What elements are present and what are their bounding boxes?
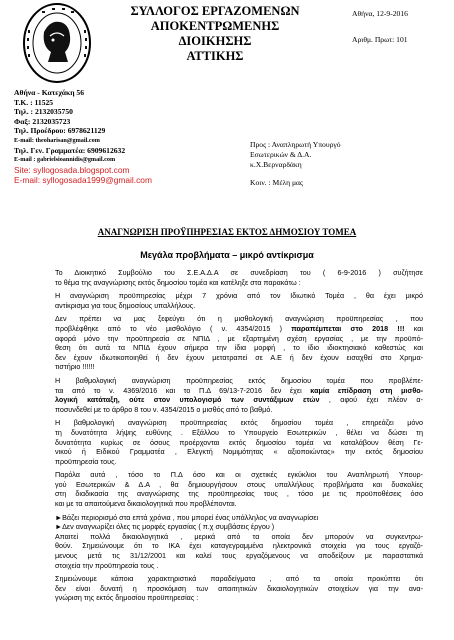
body-line: δυνατότητα κυρίως σε όσους προέρχονται εκτός δημοσίου τομέα να καταλάβουν θέση Γε-	[55, 437, 423, 447]
body-line: δεν έχουν ιδιωτικοποιηθεί ή δεν έχουν μετατραπεί σε Α.Ε ή δεν έχουν εισαχθεί στο Χρημα-	[55, 352, 423, 362]
website-link[interactable]: syllogosada.blogspot.com	[33, 164, 130, 175]
secretary-email-line: E-mail : gabrielsioannidis@gmail.com	[14, 156, 116, 164]
body-line: Παρόλα αυτά , τόσο το Π.Δ όσο και οι σχετικές εγκύκλιοι του Αναπληρωτή Υπουρ-	[55, 470, 423, 480]
body-line: λογική κατάταξη, ούτε στον υπολογισμό των συντάξιμων ετών , αφού έχει πλέον α-	[55, 395, 423, 405]
body-line: στοιχεία την προϋπηρεσία τους .	[55, 560, 159, 570]
email-label: E-mail:	[14, 174, 43, 185]
body-line: Η αναγνώριση προϋπηρεσίας μέχρι 7 χρόνια από τον Ιδιωτικό Τομέα , θα έχει μικρό	[55, 291, 423, 301]
body-line: αντίκρισμα για τους δημοσίους υπαλλήλους.	[55, 300, 196, 310]
postal-code-line: Τ.Κ. : 11525	[14, 97, 54, 107]
body-line: ►Βάζει περιορισμό στα επτά χρόνια , που μπορεί ένας υπάλληλος να αναγνωρίσει	[55, 512, 319, 522]
body-line: Σημειώνουμε κάποια χαρακτηριστικά παραδείγματα , από τα οποία προκύπτει ότι	[55, 574, 423, 584]
recipient-line: κ.Χ.Βερναρδάκη	[250, 160, 302, 169]
org-title-line: ΑΤΤΙΚΗΣ	[186, 49, 244, 63]
body-line: Το Διοικητικό Συμβούλιο του Σ.Ε.Α.Δ.Α σε συνεδρίαση του ( 6-9-2016 ) συζήτησε	[55, 268, 423, 277]
body-line: Η βαθμολογική αναγνώριση προϋπηρεσίας εκτός δημοσίου τομέα που προβλέπε-	[55, 375, 423, 385]
body-line: Δεν πρέπει να μας ξεφεύγει ότι η μισθολογική αναγνώριση προϋπηρεσίας , που	[55, 314, 423, 324]
org-title-line: ΣΥΛΛΟΓΟΣ ΕΡΓΑΖΟΜΕΝΩΝ	[130, 4, 300, 18]
email-line	[14, 175, 152, 185]
document-heading: ΑΝΑΓΝΩΡΙΣΗ ΠΡΟΫΠΗΡΕΣΙΑΣ ΕΚΤΟΣ ΔΗΜΟΣΙΟΥ ΤΟΜΕΑ	[97, 227, 357, 237]
emphasis-text: παραπέμπεται στο 2018 !!!	[291, 323, 405, 333]
body-line: θούν. Σημειώνουμε ότι το ΙΚΑ έχει καταγεγραμμένα ηλεκτρονικά στοιχεία για τους εργαζό-	[55, 541, 423, 551]
president-telephone-line: Τηλ. Προέδρου: 6978621129	[14, 126, 106, 136]
body-text	[55, 268, 423, 603]
recipient-line: Εσωτερικών & Δ.Α.	[250, 150, 312, 159]
body-line: τιστήριο !!!!!!	[55, 362, 95, 372]
secretary-telephone-line: Τηλ. Γεν. Γραμματέα: 6909612632	[14, 145, 126, 155]
body-line: γού Εσωτερικών & Δ.Α , θα δημιουργήσουν στους υπαλλήλους προβλήματα και δυσκολίες	[55, 479, 423, 489]
document-subheading: Μεγάλα προβλήματα – μικρό αντίκρισμα	[140, 250, 314, 260]
body-line: ποσυνδεθεί με το άρθρο 8 του ν. 4354/2015 ο μισθός από το βαθμό.	[55, 404, 273, 414]
body-line: στη διαδικασία της αναγνώρισης της προϋπηρεσίας τους , τόσο με τις προϋποθέσεις όσο	[55, 489, 423, 499]
body-line: Η βαθμολογική αναγνώριση προϋπηρεσίας εκτός δημοσίου τομέα , επηρεάζει μόνο	[55, 418, 423, 428]
org-title-line: ΑΠΟΚΕΝΤΡΩΜΕΝΗΣ	[150, 19, 280, 33]
emphasis-text: καμία επίδραση στη μισθο-	[310, 385, 423, 395]
body-line: Απαιτεί πολλά δικαιολογητικά , μερικά από τα οποία δεν μπορούν να συγκεντρω-	[55, 531, 423, 541]
protocol-number: Αριθμ. Πρωτ: 101	[352, 35, 408, 44]
email-link[interactable]: syllogosada1999@gmail.com	[42, 174, 152, 185]
body-line: προϋπηρεσία τους.	[55, 456, 117, 466]
body-line: νικού ή Ειδικού Γραμματέα , Ελεγκτή Νομιμότητας « αξιοποιώντας» την εκτός δημοσίου	[55, 447, 423, 457]
organization-title	[100, 4, 330, 64]
recipient-line: Προς : Αναπληρωτή Υπουργό	[250, 140, 341, 149]
body-line: μενους μετά τις 31/12/2001 και καλεί τους εργαζόμενους να αποδείξουν με παραστατικά	[55, 551, 423, 561]
contact-block	[14, 88, 152, 185]
org-title-line: ΔΙΟΙΚΗΣΗΣ	[178, 34, 252, 48]
website-line	[14, 165, 152, 175]
body-line: θεση ότι αυτά τα ΝΠΙΔ έχουν σήμερα την ίδια μορφή , το ίδιο ιδιοκτησιακό καθεστώς και	[55, 343, 423, 353]
body-line: δεν είναι δυνατή η προσκόμιση των απαιτητικών δικαιολογητικών στοιχείων για την ανα-	[55, 583, 423, 593]
fax-line: Φαξ: 2132035723	[14, 116, 71, 126]
body-line: ►Δεν αναγνωρίζει όλες τις μορφές εργασίας ( π.χ συμβάσεις έργου )	[55, 522, 275, 532]
recipient-block	[250, 140, 341, 170]
body-line: αφορά μόνο την προϋπηρεσία σε ΝΠΙΔ , με εξαρτημένη σχέση εργασίας , με την προϋπό-	[55, 333, 423, 343]
emphasis-text: λογική κατάταξη, ούτε στον υπολογισμό των συντάξιμων ετών	[55, 395, 320, 405]
body-line: γνώριση της εκτός δημοσίου προϋπηρεσίας :	[55, 593, 199, 603]
union-seal-logo	[22, 2, 92, 84]
website-label: Site:	[14, 164, 34, 175]
body-line: προβλέφθηκε από το νέο μισθολόγιο ( ν. 4354/2015 ) παραπέμπεται στο 2018 !!! και	[55, 323, 423, 333]
body-line: και με τα απαιτούμενα δικαιολογητικά που προβλέπονται.	[55, 499, 237, 509]
document-date: Αθήνα, 12-9-2016	[352, 9, 408, 18]
cc-line: Κοιν. : Μέλη μας	[250, 178, 304, 187]
telephone-line: Τηλ. : 2132035750	[14, 107, 73, 117]
body-line: τη δυνατότητα λήψης ευθύνης . Εξάλλου το Υπουργείο Εσωτερικών , θέλει να δώσει τη	[55, 427, 423, 437]
address-line: Αθήνα - Κατεχάκη 56	[14, 88, 85, 97]
body-line: το θέμα της αναγνώρισης εκτός δημοσίου τομέα και κατέληξε στα παρακάτω :	[55, 277, 301, 287]
body-line: ται από το ν. 4369/2016 και το Π.Δ 69/13-7-2016 δεν έχει καμία επίδραση στη μισθο-	[55, 385, 423, 395]
president-email-line: E-mail: theoharisan@gmail.com	[14, 136, 100, 144]
